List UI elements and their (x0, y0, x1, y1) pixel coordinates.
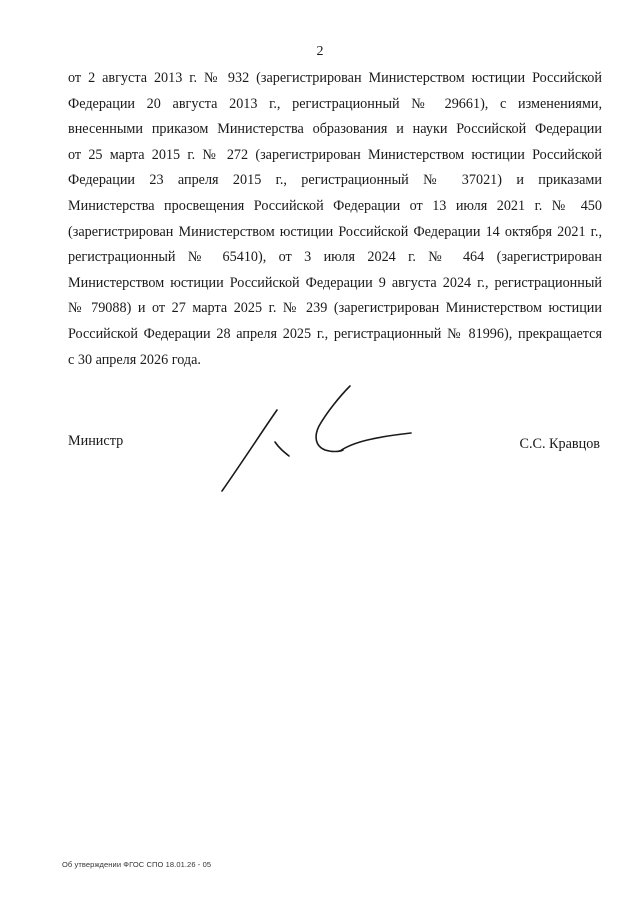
body-line: внесенными приказом Министерства образования и науки Российской Федерации (68, 121, 602, 138)
body-line: № 79088) и от 27 марта 2025 г. № 239 (зарегистрирован Министерством юстиции (68, 300, 602, 317)
signatory-name: С.С. Кравцов (519, 436, 600, 452)
body-line: Министерством юстиции Российской Федерации 9 августа 2024 г., регистрационный (68, 274, 602, 291)
body-line: Российской Федерации 28 апреля 2025 г., регистрационный № 81996), прекращается (68, 325, 602, 342)
body-line: Федерации 20 августа 2013 г., регистрационный № 29661), с изменениями, (68, 95, 602, 112)
body-line: (зарегистрирован Министерством юстиции Российской Федерации 14 октября 2021 г., (68, 223, 602, 240)
page-number: 2 (316, 44, 324, 59)
body-line: регистрационный № 65410), от 3 июля 2024 г. № 464 (зарегистрирован (68, 249, 602, 266)
handwritten-signature (215, 378, 415, 496)
body-line: с 30 апреля 2026 года. (68, 351, 201, 368)
document-body-text (68, 66, 602, 373)
footer-document-code: Об утверждении ФГОС СПО 18.01.26 - 05 (62, 860, 212, 869)
body-line: Федерации 23 апреля 2015 г., регистрационный № 37021) и приказами (68, 172, 602, 189)
body-line: от 2 августа 2013 г. № 932 (зарегистрирован Министерством юстиции Российской (68, 70, 602, 86)
body-line: Министерства просвещения Российской Федерации от 13 июля 2021 г. № 450 (68, 197, 602, 214)
signatory-position: Министр (68, 433, 124, 449)
body-line: от 25 марта 2015 г. № 272 (зарегистрирован Министерством юстиции Российской (68, 146, 602, 163)
